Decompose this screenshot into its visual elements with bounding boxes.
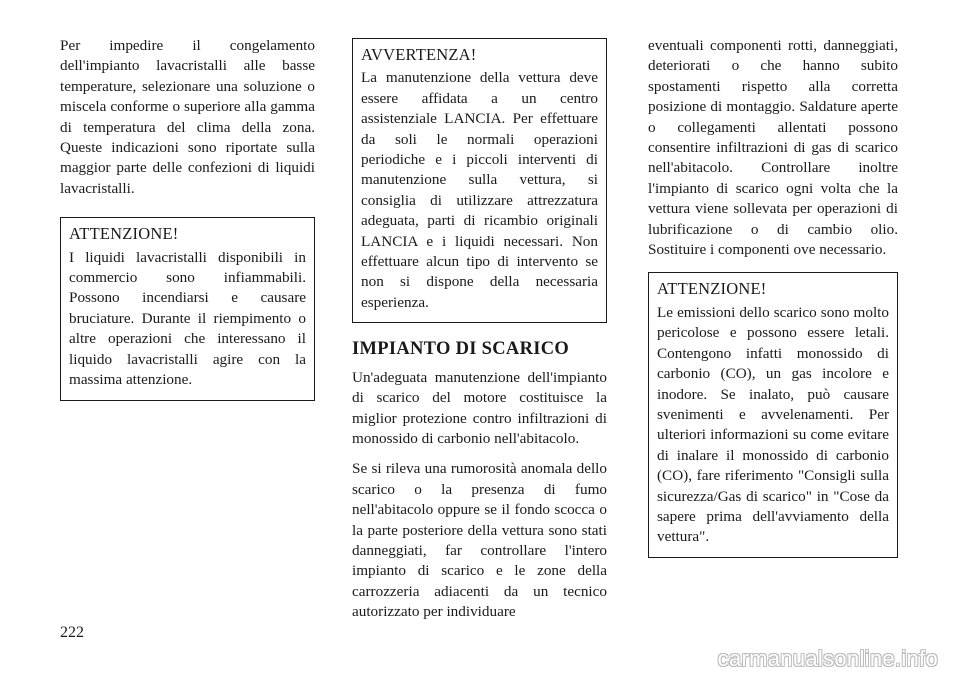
- exhaust-paragraph-3: eventuali componenti rotti, danneggiati, deteriorati o che hanno subito spostamenti rispetto alla corretta posizione di montaggio. Saldature aperte o collegamenti allentati possono consentire infiltrazioni di gas di scarico nell'abitacolo. Controllare inoltre l'impianto di scarico ogni volta che la vettura viene sollevata per operazioni di lubrificazione o di cambio olio. Sostituire i componenti ove necessario.: [648, 37, 898, 259]
- warning-title: ATTENZIONE!: [69, 224, 179, 244]
- exhaust-paragraph-2: Se si rileva una rumorosità anomala dello scarico o la presenza di fumo nell'abitacolo oppure se il fondo scocca o la parte posteriore della vettura sono stati danneggiati, far controllare l'intero impianto di scarico e le zone della carrozzeria adiacenti da un tecnico autorizzato per individuare: [352, 460, 607, 621]
- exhaust-paragraph-1: Un'adeguata manutenzione dell'impianto di scarico del motore costituisce la miglior protezione contro infiltrazioni di monossido di carbonio nell'abitacolo.: [352, 368, 607, 447]
- column-middle: [352, 36, 607, 633]
- page-number: 222: [60, 624, 84, 641]
- column-left: [60, 36, 315, 401]
- exhaust-warning-box: [648, 272, 898, 557]
- notice-text: La manutenzione della vettura deve essere affidata a un centro assistenziale LANCIA. Per effettuare da soli le normali operazioni periodiche e i piccoli interventi di manutenzione sulla vettura, si consiglia di utilizzare attrezzatura adeguata, parti di ricambio originali LANCIA e i liquidi necessari. Non effettuare alcun tipo di intervento se non si dispone della necessaria esperienza.: [361, 69, 598, 311]
- warning-text: I liquidi lavacristalli disponibili in commercio sono infiammabili. Possono incendiarsi e causare bruciature. Durante il riempimento o altre operazioni che interessano il liquido lavacristalli agire con la massima attenzione.: [69, 248, 306, 389]
- maintenance-notice-box: [352, 38, 607, 323]
- antifreeze-paragraph: Per impedire il congelamento dell'impianto lavacristalli alle basse temperature, selezionare una soluzione o miscela conforme o superiore alla gamma di temperatura del clima della zona. Queste indicazioni sono riportate sulla maggior parte delle confezioni di liquidi lavacristalli.: [60, 37, 315, 197]
- column-right: [648, 36, 898, 558]
- warning-text: Le emissioni dello scarico sono molto pericolose e possono essere letali. Contengono infatti monossido di carbonio (CO), un gas incolore e inodore. Se inalato, può causare svenimenti e avvelenamenti. Per ulteriori informazioni su come evitare di inalare il monossido di carbonio (CO), fare riferimento "Consigli sulla sicurezza/Gas di scarico" in "Cose da sapere prima dell'avviamento della vettura".: [657, 303, 889, 546]
- watermark: carmanualsonline.info: [717, 646, 938, 671]
- notice-title: AVVERTENZA!: [361, 45, 477, 64]
- washer-fluid-warning-box: [60, 217, 315, 400]
- section-title: IMPIANTO DI SCARICO: [352, 339, 570, 360]
- warning-title: ATTENZIONE!: [657, 279, 767, 299]
